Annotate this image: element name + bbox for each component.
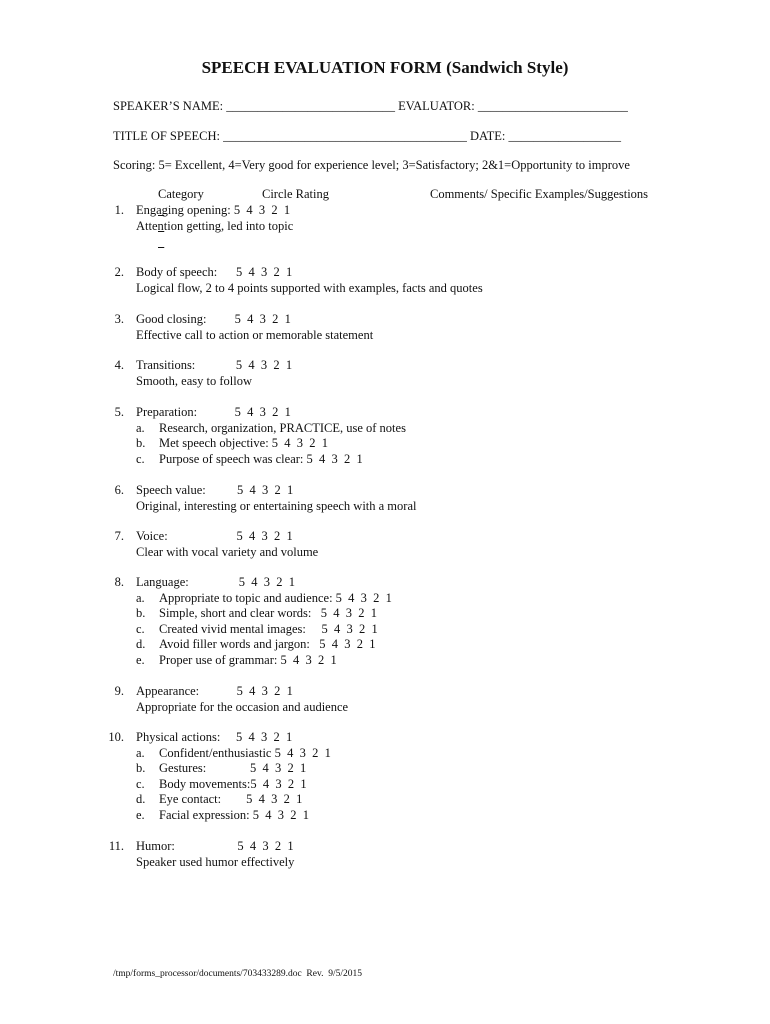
item-number: 1. bbox=[114, 203, 124, 217]
item-description: Original, interesting or entertaining speech with a moral bbox=[136, 498, 417, 513]
item-description: Appropriate for the occasion and audience bbox=[136, 699, 349, 714]
item-number: 9. bbox=[114, 684, 124, 698]
speaker-evaluator-line: SPEAKER’S NAME: ___________________________ EVALUATOR: ________________________ bbox=[113, 99, 628, 113]
item-number: 5. bbox=[114, 405, 124, 419]
item-description: Smooth, easy to follow bbox=[136, 373, 252, 388]
column-rating: Circle Rating bbox=[262, 187, 329, 201]
subitem-text: Research, organization, PRACTICE, use of notes bbox=[159, 420, 406, 435]
item-heading: Appearance: 5 4 3 2 1 bbox=[136, 684, 293, 698]
subitem-text: Purpose of speech was clear: 5 4 3 2 1 bbox=[159, 451, 363, 466]
item-heading: Preparation: 5 4 3 2 1 bbox=[136, 405, 291, 419]
item-number: 2. bbox=[114, 265, 124, 279]
item-number: 6. bbox=[114, 483, 124, 497]
subitem-marker: b. bbox=[136, 761, 146, 776]
column-comments: Comments/ Specific Examples/Suggestions bbox=[430, 187, 649, 201]
item-heading: Voice: 5 4 3 2 1 bbox=[136, 529, 293, 543]
item-number: 10. bbox=[108, 730, 124, 744]
subitem-marker: d. bbox=[136, 792, 146, 807]
item-number: 7. bbox=[114, 529, 124, 543]
item-heading: Language: 5 4 3 2 1 bbox=[136, 575, 296, 589]
subitem-marker: e. bbox=[136, 653, 145, 667]
item-heading: Transitions: 5 4 3 2 1 bbox=[136, 358, 293, 372]
scoring-legend: Scoring: 5= Excellent, 4=Very good for experience level; 3=Satisfactory; 2&1=Opportunity to improve bbox=[113, 158, 630, 172]
item-heading: Speech value: 5 4 3 2 1 bbox=[136, 483, 294, 497]
subitem-text: Gestures: 5 4 3 2 1 bbox=[159, 761, 307, 776]
item-number: 3. bbox=[114, 312, 124, 326]
subitem-marker: a. bbox=[136, 745, 145, 760]
item-heading: Humor: 5 4 3 2 1 bbox=[136, 839, 294, 853]
item-description: Effective call to action or memorable statement bbox=[136, 327, 374, 342]
item-heading: Engaging opening: 5 4 3 2 1 bbox=[136, 203, 291, 217]
subitem-text: Proper use of grammar: 5 4 3 2 1 bbox=[159, 653, 337, 667]
item-description: Clear with vocal variety and volume bbox=[136, 544, 319, 559]
subitem-marker: a. bbox=[136, 590, 145, 605]
subitem-text: Avoid filler words and jargon: 5 4 3 2 1 bbox=[159, 637, 376, 652]
item-heading: Good closing: 5 4 3 2 1 bbox=[136, 312, 291, 326]
subitem-marker: d. bbox=[136, 637, 146, 652]
subitem-text: Body movements:5 4 3 2 1 bbox=[159, 776, 307, 791]
subitem-text: Eye contact: 5 4 3 2 1 bbox=[159, 792, 303, 807]
subitem-marker: b. bbox=[136, 436, 146, 451]
item-number: 8. bbox=[114, 575, 124, 589]
item-description: Logical flow, 2 to 4 points supported with examples, facts and quotes bbox=[136, 280, 483, 295]
item-heading: Physical actions: 5 4 3 2 1 bbox=[136, 730, 293, 744]
title-date-line: TITLE OF SPEECH: _______________________________________ DATE: __________________ bbox=[113, 129, 621, 143]
subitem-text: Simple, short and clear words: 5 4 3 2 1 bbox=[159, 606, 378, 621]
subitem-marker: c. bbox=[136, 621, 145, 636]
footer-path: /tmp/forms_processor/documents/703433289.doc Rev. 9/5/2015 bbox=[113, 969, 362, 979]
subitem-text: Created vivid mental images: 5 4 3 2 1 bbox=[159, 621, 378, 636]
item-number: 11. bbox=[108, 839, 124, 853]
subitem-text: Appropriate to topic and audience: 5 4 3 2 1 bbox=[159, 590, 392, 605]
subitem-text: Met speech objective: 5 4 3 2 1 bbox=[159, 436, 329, 451]
subitem-marker: c. bbox=[136, 776, 145, 791]
column-category: Category bbox=[158, 187, 204, 201]
subitem-text: Facial expression: 5 4 3 2 1 bbox=[159, 808, 309, 822]
subitem-marker: e. bbox=[136, 808, 145, 822]
subitem-marker: a. bbox=[136, 420, 145, 435]
page-title: SPEECH EVALUATION FORM (Sandwich Style) bbox=[201, 58, 569, 77]
subitem-marker: c. bbox=[136, 451, 145, 466]
item-description: Speaker used humor effectively bbox=[136, 854, 295, 869]
item-number: 4. bbox=[114, 358, 124, 372]
item-description: Attention getting, led into topic bbox=[136, 218, 294, 233]
subitem-marker: b. bbox=[136, 606, 146, 621]
subitem-text: Confident/enthusiastic 5 4 3 2 1 bbox=[159, 745, 331, 760]
item-heading: Body of speech: 5 4 3 2 1 bbox=[136, 265, 293, 279]
